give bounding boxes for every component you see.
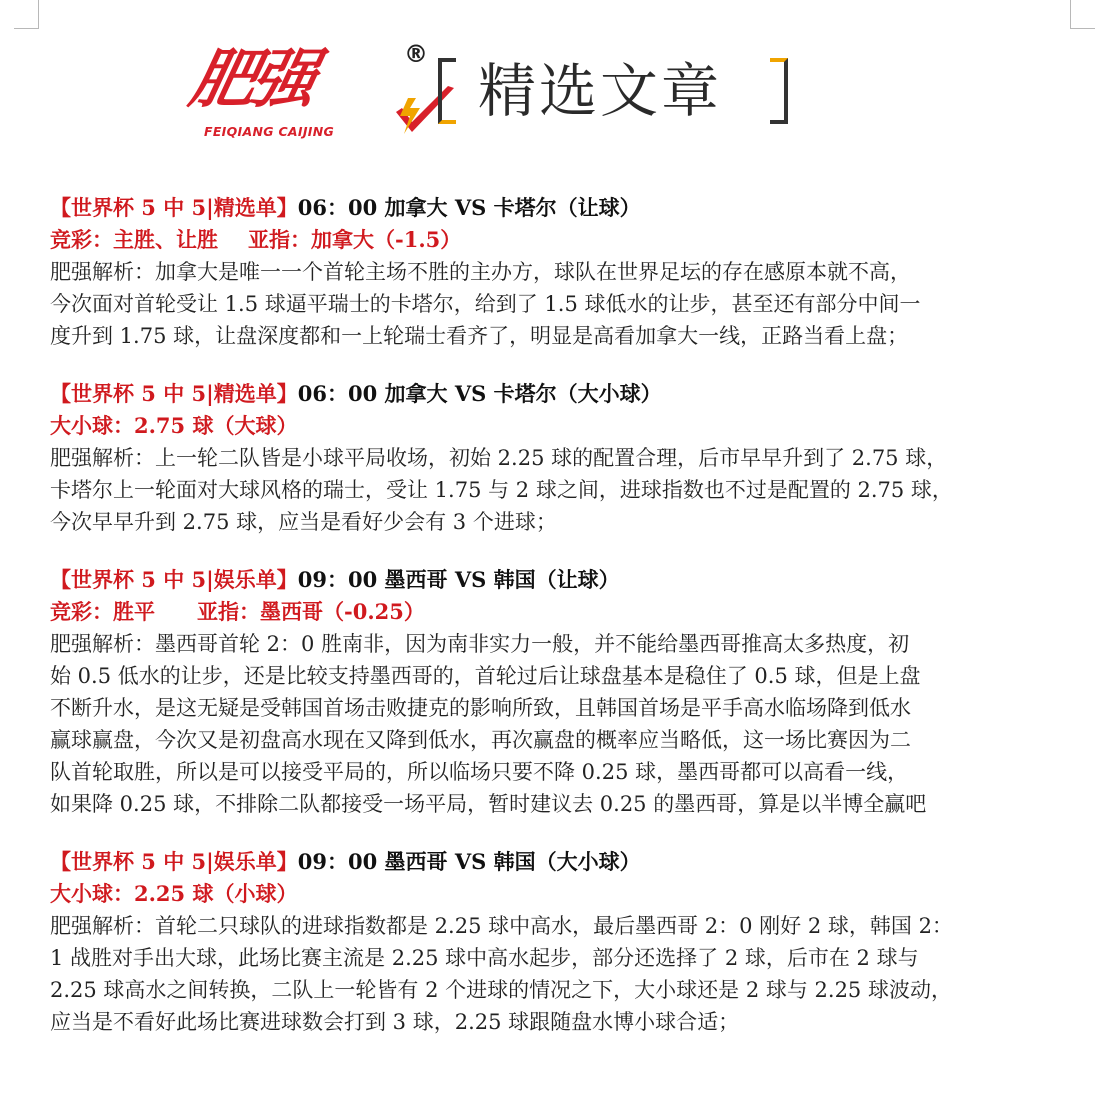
match-title: 09：00 墨西哥 VS 韩国（大小球） [297,849,641,874]
analysis-line: 今次面对首轮受让 1.5 球逼平瑞士的卡塔尔，给到了 1.5 球低水的让步，甚至还有部分中间一 [50,292,921,316]
page-corner-mark-right [1070,0,1095,29]
analysis-line: 度升到 1.75 球，让盘深度都和一上轮瑞士看齐了，明显是高看加拿大一线，正路当看上盘； [50,324,909,348]
analysis-line: 肥强解析：墨西哥首轮 2：0 胜南非，因为南非实力一般，并不能给墨西哥推高太多热度，初 [50,632,910,656]
header-title: 精选文章 [478,57,723,125]
analysis-line: 赢球赢盘，今次又是初盘高水现在又降到低水，再次赢盘的概率应当略低，这一场比赛因为二 [50,728,911,752]
match-title: 06：00 加拿大 VS 卡塔尔（让球） [297,195,641,220]
section-tag: 【世界杯 5 中 5|娱乐单】 [50,567,298,592]
analysis-line: 应当是不看好此场比赛进球数会打到 3 球，2.25 球跟随盘水博小球合适； [50,1010,740,1034]
brand-logo [186,42,476,147]
analysis-line: 2.25 球高水之间转换，二队上一轮皆有 2 个进球的情况之下，大小球还是 2 球与 2.25 球波动， [50,978,952,1002]
section-title [50,378,1082,410]
tip-primary: 大小球：2.75 球（大球） [50,413,298,438]
logo-text: 肥强 [184,43,320,117]
section-title [50,192,1082,224]
section-title [50,846,1082,878]
section-tag: 【世界杯 5 中 5|精选单】 [50,381,298,406]
analysis-line: 肥强解析：加拿大是唯一一个首轮主场不胜的主办方，球队在世界足坛的存在感原本就不高， [50,260,911,284]
section-mexico-korea-handicap [50,564,1082,820]
analysis-line: 队首轮取胜，所以是可以接受平局的，所以临场只要不降 0.25 球，墨西哥都可以高看一线， [50,760,909,784]
title-bracket-left [438,58,456,124]
tip-secondary: 亚指：墨西哥（-0.25） [197,599,425,624]
tip-secondary: 亚指：加拿大（-1.5） [248,227,462,252]
tip-primary: 大小球：2.25 球（小球） [50,881,298,906]
tip-line [50,224,1082,256]
match-title: 09：00 墨西哥 VS 韩国（让球） [297,567,620,592]
section-tag: 【世界杯 5 中 5|娱乐单】 [50,849,298,874]
analysis-line: 肥强解析：上一轮二队皆是小球平局收场，初始 2.25 球的配置合理，后市早早升到了 2.75 球， [50,446,948,470]
section-mexico-korea-totals [50,846,1082,1038]
tip-line [50,596,1082,628]
analysis-line: 始 0.5 低水的让步，还是比较支持墨西哥的，首轮过后让球盘基本是稳住了 0.5 球，但是上盘 [50,664,921,688]
tip-primary: 竞彩：主胜、让胜 [50,227,218,252]
tip-line [50,410,1082,442]
header-banner [186,42,806,152]
match-title: 06：00 加拿大 VS 卡塔尔（大小球） [297,381,662,406]
section-canada-qatar-handicap [50,192,1082,352]
tip-line [50,878,1082,910]
analysis-line: 1 战胜对手出大球，此场比赛主流是 2.25 球中高水起步，部分还选择了 2 球，后市在 2 球与 [50,946,919,970]
section-title [50,564,1082,596]
logo-subtext: FEIQIANG CAIJING [204,124,335,139]
article-body [50,192,1082,1064]
analysis-line: 卡塔尔上一轮面对大球风格的瑞士，受让 1.75 与 2 球之间，进球指数也不过是配置的 2.75 球， [50,478,953,502]
section-canada-qatar-totals [50,378,1082,538]
analysis-line: 今次早早升到 2.75 球，应当是看好少会有 3 个进球； [50,510,557,534]
analysis-line: 肥强解析：首轮二只球队的进球指数都是 2.25 球中高水，最后墨西哥 2：0 刚好 2 球，韩国 2： [50,914,953,938]
page-corner-mark-left [14,0,39,29]
tip-primary: 竞彩：胜平 [50,599,155,624]
section-tag: 【世界杯 5 中 5|精选单】 [50,195,298,220]
analysis-line: 不断升水，是这无疑是受韩国首场击败捷克的影响所致，且韩国首场是平手高水临场降到低水 [50,696,911,720]
title-bracket-right [770,58,788,124]
registered-mark: ® [404,40,428,68]
analysis-line: 如果降 0.25 球，不排除二队都接受一场平局，暂时建议去 0.25 的墨西哥，算是以半博全赢吧 [50,792,927,816]
